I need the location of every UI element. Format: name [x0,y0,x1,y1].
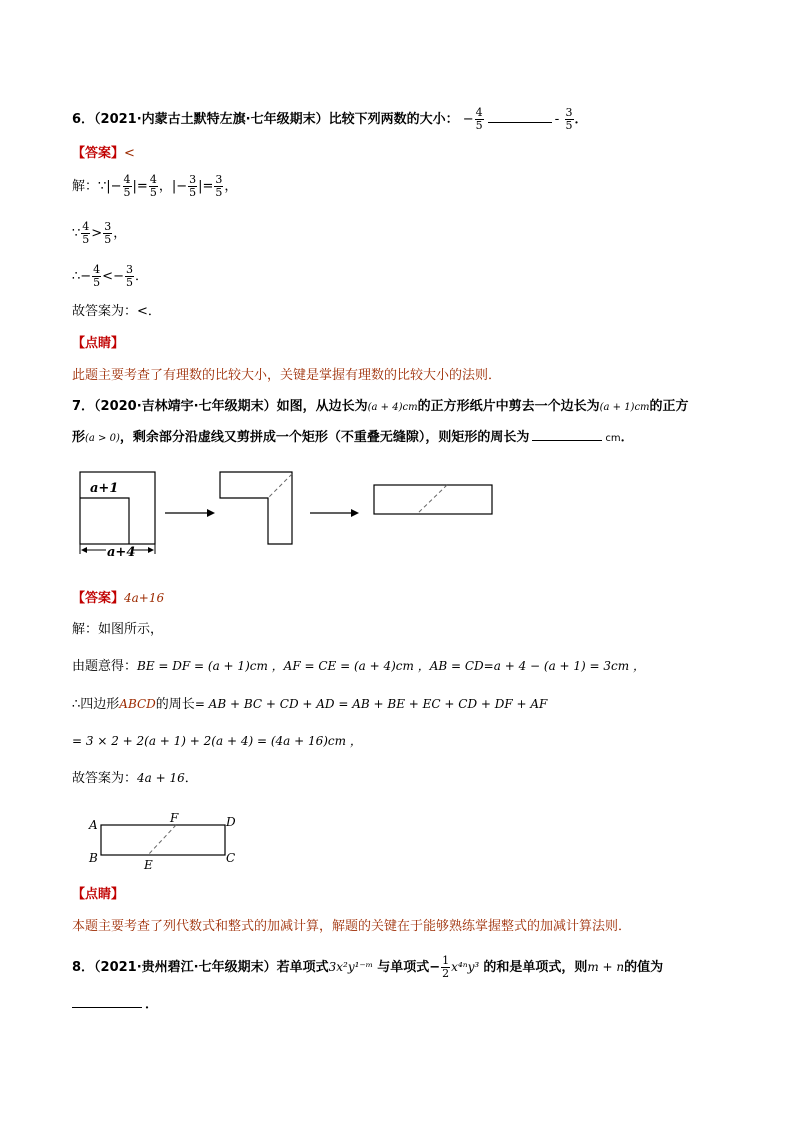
numerator: 3 [189,173,197,186]
answer-value: 4a+16 [124,591,165,605]
q7-stem-line2 [72,428,634,449]
denominator: 5 [125,276,133,289]
expr: m + n [587,960,625,974]
q6-solution-2 [72,221,126,246]
numerator: 3 [104,220,112,233]
expr: 3x²y¹⁻ᵐ [328,960,374,974]
expr: (a + 1)cm [599,402,650,413]
answer-label: 【答案】 [72,591,125,606]
fraction [441,955,450,980]
q7-rect-figure [84,810,244,874]
label-A: A [89,818,98,832]
answer-label: 【答案】 [72,146,125,161]
q7-answer-blank [532,428,602,441]
text: ，|− [158,179,188,194]
denominator: 5 [123,186,131,199]
q8-stem-line1 [72,955,663,980]
denominator: 5 [149,186,157,199]
numerator: 4 [475,106,483,119]
denominator: 5 [82,233,90,246]
q6-solution-1 [72,174,237,199]
text: <− [102,269,124,284]
text: 的和是单项式，则 [483,960,588,975]
answer-value: < [124,146,135,161]
q8-stem-line2 [72,995,158,1015]
q6-solution-3 [72,264,148,289]
numerator: 4 [82,220,90,233]
l-shape [220,472,292,544]
text: ， [224,179,238,194]
fraction [123,174,132,199]
label-F: F [170,811,179,825]
text: ． [145,997,159,1012]
label-a-plus-1: a+1 [90,481,119,496]
expr: BE = DF = (a + 1)cm ，AF = CE = (a + 4)cm ，AB = CD=a + 4 − (a + 1) = 3cm ， [137,659,645,673]
text: ． [620,430,634,445]
result-dashed-cut [417,485,447,514]
fraction [125,264,134,289]
text: ， [113,226,127,241]
result-rectangle [374,485,492,514]
q7-source: （2020·吉林靖宇·七年级期末） [94,399,277,414]
q6-number: 6． [72,112,95,127]
denominator: 5 [189,186,197,199]
text: 的正方形纸片中剪去一个边长为 [417,399,600,414]
text: |= [132,179,148,194]
expr: 4a + 16 [137,771,185,785]
numerator: 3 [125,263,133,276]
q6-frac1-sign: − [462,112,474,127]
q6-answer-blank [488,110,552,123]
dashed-ef [148,825,176,855]
text: 若单项式 [276,960,329,975]
label-E: E [144,858,153,872]
expr: ABCD [119,697,156,711]
text: ． [134,269,148,284]
q8-answer-blank [72,995,142,1008]
text: 形 [72,430,86,445]
denominator: 5 [104,233,112,246]
denominator: 5 [93,276,101,289]
denominator: 5 [475,119,483,132]
q6-answer [72,144,135,164]
text: ． [184,771,198,786]
arrow-2-head [351,509,359,517]
dim-arrow-left [81,547,87,553]
rectangle-abcd [101,825,225,855]
text: 由题意得： [72,659,138,674]
q6-comment-label [72,334,124,354]
expr: = AB + BC + CD + AD = AB + BE + EC + CD + DF + AF [194,697,548,711]
numerator: 3 [215,173,223,186]
label-B: B [89,851,98,865]
comment-label: 【点睛】 [72,887,125,902]
q6-conclusion: 故答案为：<． [72,304,161,319]
l-shape-dashed-cut [268,474,292,498]
unit: cm [605,433,621,444]
q6-source: （2021·内蒙古土默特左旗·七年级期末） [94,112,329,127]
text: > [91,226,103,241]
q6-stem [72,107,588,132]
expr: (a + 4)cm [367,402,418,413]
label-a-plus-4: a+4 [107,545,136,560]
q6-comment: 此题主要考查了有理数的比较大小，关键是掌握有理数的比较大小的法则． [72,368,502,383]
text: 的周长 [155,697,195,712]
q7-conclusion [72,768,198,789]
fraction [81,221,90,246]
q7-sol-given [72,656,645,677]
expr: (a > 0) [85,433,120,444]
text: ∴四边形 [72,697,120,712]
q7-figure [72,468,512,560]
q6-fraction-2 [565,107,574,132]
dim-arrow-right [148,547,154,553]
q7-answer [72,588,164,609]
q7-sol-intro: 解：如图所示， [72,622,164,637]
denominator: 5 [565,119,573,132]
numerator: 4 [123,173,131,186]
text: |= [198,179,214,194]
q7-number: 7． [72,399,95,414]
q7-comment: 本题主要考查了列代数式和整式的加减计算，解题的关键在于能够熟练掌握整式的加减计算法则． [72,919,632,934]
q8-number: 8． [72,960,95,975]
q6-fraction-1 [475,107,484,132]
q7-sol-perimeter [72,694,547,715]
text: 的值为 [624,960,664,975]
text: 的正方 [649,399,689,414]
label-C: C [226,851,236,865]
numerator: 4 [93,263,101,276]
fraction [103,221,112,246]
fraction [214,174,223,199]
text: ∴− [72,269,92,284]
q7-stem-line1 [72,397,689,418]
fraction [188,174,197,199]
fraction [149,174,158,199]
q6-end: ． [574,112,588,127]
text: 解：∵|− [72,179,122,194]
q7-comment-label [72,885,124,905]
denominator: 5 [215,186,223,199]
comment-label: 【点睛】 [72,336,125,351]
numerator: 3 [565,106,573,119]
label-D: D [226,815,236,829]
text: 如图，从边长为 [276,399,368,414]
arrow-1-head [207,509,215,517]
text: ，剩余部分沿虚线又剪拼成一个矩形（不重叠无缝隙），则矩形的周长为 [119,430,530,445]
numerator: 1 [442,954,450,967]
denominator: 2 [442,967,450,980]
text: 与单项式− [377,960,441,975]
q6-text: 比较下列两数的大小： [328,112,459,127]
expr: = 3 × 2 + 2(a + 1) + 2(a + 4) = (4a + 16)cm ， [72,734,362,748]
q6-frac2-sign: - [554,112,560,127]
numerator: 4 [149,173,157,186]
q7-sol-calc [72,731,362,752]
q8-source: （2021·贵州碧江·七年级期末） [94,960,277,975]
inner-square [80,498,129,544]
expr: x⁴ⁿy³ [451,960,480,974]
text: 故答案为： [72,771,138,786]
fraction [92,264,101,289]
text: ∵ [72,226,81,241]
